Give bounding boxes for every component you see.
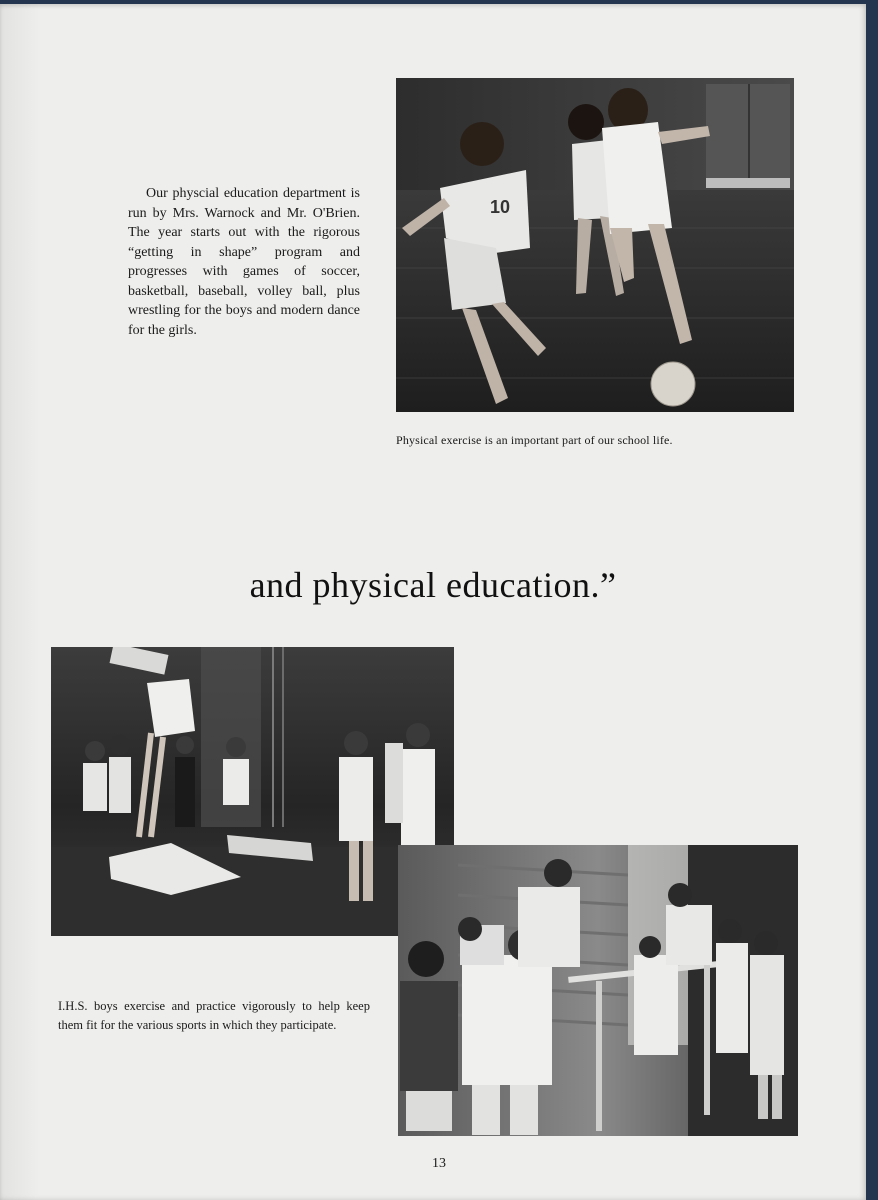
photo-boys-gymnastics: [51, 647, 454, 936]
photo-girls-soccer: [396, 78, 794, 412]
photo-boys-parallel-bars-image: [398, 845, 798, 1136]
photo-top-caption: Physical exercise is an important part of our school life.: [396, 433, 673, 447]
section-heading: and physical education.”: [249, 565, 617, 605]
photo-boys-parallel-bars: [398, 845, 798, 1136]
jersey-number: 10: [490, 197, 511, 217]
photo-boys-gymnastics-image: [51, 647, 454, 936]
intro-paragraph: Our physcial education department is run by Mrs. Warnock and Mr. O'Brien. The year starts out with the rigorous “getting in shape” program and progresses with games of soccer, basketball, baseball, volley ball, plus wrestling for the boys and modern dance for the girls.: [128, 186, 360, 338]
photo-bottom-caption: I.H.S. boys exercise and practice vigorously to help keep them fit for the various sports in which they participate.: [58, 998, 370, 1032]
page-number: 13: [432, 1156, 446, 1171]
photo-girls-soccer-image: [396, 78, 794, 412]
yearbook-page: [0, 4, 866, 1200]
